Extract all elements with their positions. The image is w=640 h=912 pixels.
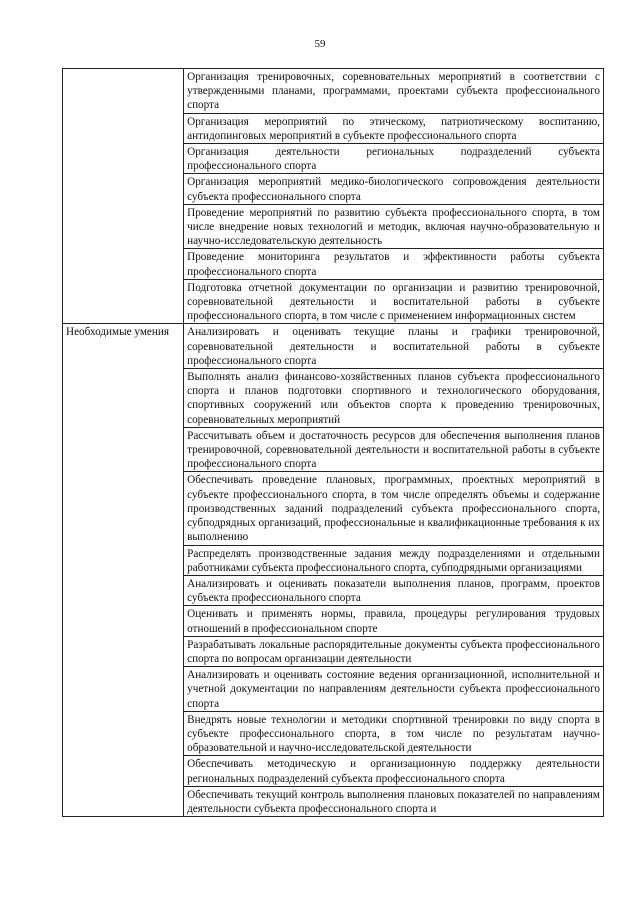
- table-cell: Организация деятельности региональных подразделений субъекта профессионального спорта: [184, 144, 604, 174]
- table-cell: Внедрять новые технологии и методики спортивной тренировки по виду спорта в субъекте профессионального спорта, в том числе по результатам научно-образовательной и научно-исследовательской деятельности: [184, 711, 604, 756]
- table-cell: Обеспечивать текущий контроль выполнения плановых показателей по направлениям деятельности субъекта профессионального спорта и: [184, 786, 604, 816]
- table-row: [63, 69, 604, 114]
- section-label-skills: Необходимые умения: [63, 324, 184, 817]
- table-cell: Оценивать и применять нормы, правила, процедуры регулирования трудовых отношений в профессиональном спорте: [184, 606, 604, 636]
- table-cell: Организация мероприятий медико-биологического сопровождения деятельности субъекта профессионального спорта: [184, 174, 604, 204]
- table-cell: Проведение мониторинга результатов и эффективности работы субъекта профессионального спорта: [184, 249, 604, 279]
- table-cell: Проведение мероприятий по развитию субъекта профессионального спорта, в том числе внедрение новых технологий и методик, включая научно-образовательную и научно-исследовательскую деятельность: [184, 204, 604, 249]
- table-row: [63, 324, 604, 369]
- table-cell: Рассчитывать объем и достаточность ресурсов для обеспечения выполнения планов тренировочной, соревновательной деятельности и воспитательной работы в субъекте профессионального спорта: [184, 427, 604, 472]
- table-cell: Анализировать и оценивать состояние ведения организационной, исполнительной и учетной документации по направлениям деятельности субъекта профессионального спорта: [184, 667, 604, 712]
- table-cell: Анализировать и оценивать показатели выполнения планов, программ, проектов субъекта профессионального спорта: [184, 575, 604, 605]
- table-cell: Обеспечивать методическую и организационную поддержку деятельности региональных подразделений субъекта профессионального спорта: [184, 756, 604, 786]
- table-cell: Обеспечивать проведение плановых, программных, проектных мероприятий в субъекте профессионального спорта, в том числе определять объемы и содержание производственных заданий подразделений субъекта профессионального спорта, субподрядных организаций, профессиональные и квалификационные требования к их выполнению: [184, 472, 604, 545]
- section-label-continued: [63, 69, 184, 324]
- table-cell: Распределять производственные задания между подразделениями и отдельными работниками субъекта профессионального спорта, субподрядными организациями: [184, 545, 604, 575]
- table-cell: Подготовка отчетной документации по организации и развитию тренировочной, соревновательной деятельности и воспитательной работы в субъекте профессионального спорта, в том числе с применением информационных систем: [184, 279, 604, 324]
- table-cell: Выполнять анализ финансово-хозяйственных планов субъекта профессионального спорта и планов подготовки спортивного и технологического оборудования, спортивных сооружений или объектов спорта к проведению тренировочных, соревновательных мероприятий: [184, 369, 604, 428]
- table-cell: Разрабатывать локальные распорядительные документы субъекта профессионального спорта по вопросам организации деятельности: [184, 636, 604, 666]
- table-cell: Анализировать и оценивать текущие планы и графики тренировочной, соревновательной деятельности и воспитательной работы в субъекте профессионального спорта: [184, 324, 604, 369]
- table-cell: Организация мероприятий по этическому, патриотическому воспитанию, антидопинговых мероприятий в субъекте профессионального спорта: [184, 113, 604, 143]
- table-cell: Организация тренировочных, соревновательных мероприятий в соответствии с утвержденными планами, программами, проектами субъекта профессионального спорта: [184, 69, 604, 114]
- competency-table: [62, 68, 604, 817]
- page-number: 59: [314, 38, 326, 50]
